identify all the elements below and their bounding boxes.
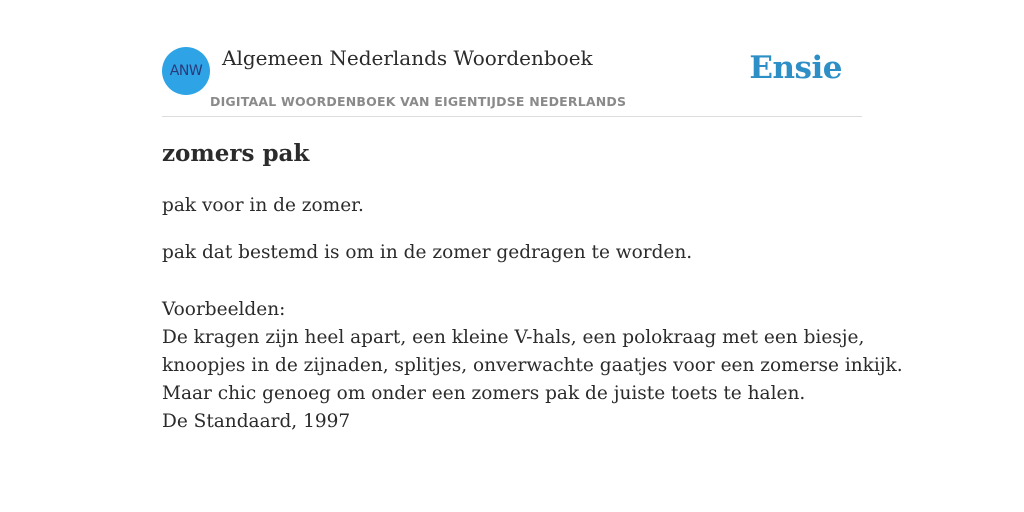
example-line: Maar chic genoeg om onder een zomers pak de juiste toets te halen. <box>162 383 806 404</box>
site-title[interactable]: Algemeen Nederlands Woordenboek <box>222 46 593 70</box>
example-source: De Standaard, 1997 <box>162 411 351 432</box>
site-subtitle: DIGITAAL WOORDENBOEK VAN EIGENTIJDSE NEDERLANDS <box>210 94 627 109</box>
examples-block <box>162 296 903 436</box>
entry-content <box>162 140 903 436</box>
example-line: knoopjes in de zijnaden, splitjes, onverwachte gaatjes voor een zomerse inkijk. <box>162 355 903 376</box>
site-header <box>162 40 862 117</box>
examples-label: Voorbeelden: <box>162 299 286 320</box>
definition-short: pak voor in de zomer. <box>162 195 364 216</box>
anw-logo-text: ANW <box>169 63 203 79</box>
anw-logo[interactable] <box>162 47 210 95</box>
ensie-brand-logo[interactable]: Ensie <box>749 50 842 86</box>
entry-headword: zomers pak <box>162 140 310 167</box>
definition-long: pak dat bestemd is om in de zomer gedragen te worden. <box>162 242 693 263</box>
example-line: De kragen zijn heel apart, een kleine V-hals, een polokraag met een biesje, <box>162 327 865 348</box>
